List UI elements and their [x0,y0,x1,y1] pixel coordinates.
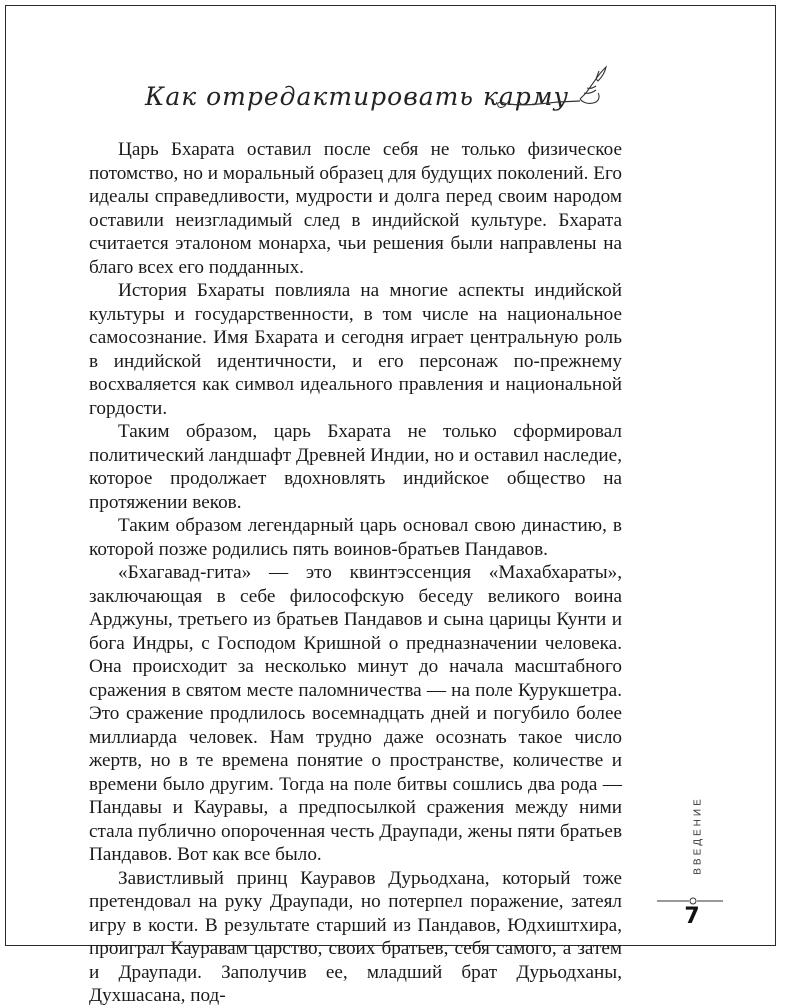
running-header-title: Как отредактировать карму [145,82,570,111]
paragraph: Таким образом легендарный царь основал свою династию, в которой позже родились пять воинов-братьев Пандавов. [89,515,622,560]
paragraph: История Бхараты повлияла на многие аспекты индийской культуры и государственности, в том числе на национальное самосознание. Имя Бхарата и сегодня играет центральную роль в индийской идентичности, и его персонаж по-прежнему восхваляется как символ идеального правления и национальной гордости. [89,280,622,419]
paragraph: Царь Бхарата оставил после себя не только физическое потомство, но и моральный образец для будущих поколений. Его идеалы справедливости, мудрости и долга перед своим народом оставили неизгладимый след в индийской культуре. Бхарата считается эталоном монарха, чьи решения были направлены на благо всех его подданных. [89,139,622,278]
section-side-label-text: ВВЕДЕНИЕ [692,796,704,875]
main-text [89,138,622,1008]
page-number: 7 [684,904,700,929]
header-flourish [140,64,610,120]
section-side-label [680,790,708,890]
paragraph: Таким образом, царь Бхарата не только сформировал политический ландшафт Древней Индии, но и оставил наследие, которое продолжает вдохновлять индийское общество на протяжении веков. [89,421,622,513]
quill-hand-icon [580,67,606,103]
paragraph: «Бхагавад-гита» — это квинтэссенция «Махабхараты», заключающая в себе философскую беседу великого воина Арджуны, третьего из братьев Пандавов и сына царицы Кунти и бога Индры, с Господом Кришной о предназначении человека. Она происходит за несколько минут до начала масштабного сражения в святом месте паломничества — на поле Курукшетра. Это сражение продлилось восемнадцать дней и погубило более миллиарда человек. Нам трудно даже осознать такое число жертв, но в те времена понятие о пространстве, количестве и времени было другим. Тогда на поле битвы сошлись два рода — Пандавы и Кауравы, а предпосылкой сражения между ними стала публично опороченная честь Драупади, жены пяти братьев Пандавов. Вот как все было. [89,562,622,865]
paragraph: Завистливый принц Кауравов Дурьодхана, который тоже претендовал на руку Драупади, но потерпел поражение, затеял игру в кости. В результате старший из Пандавов, Юдхиштхира, проиграл Кауравам царство, своих братьев, себя самого, а затем и Драупади. Заполучив ее, младший брат Дурьодханы, Духшасана, под- [89,867,622,1006]
running-header [140,64,610,120]
